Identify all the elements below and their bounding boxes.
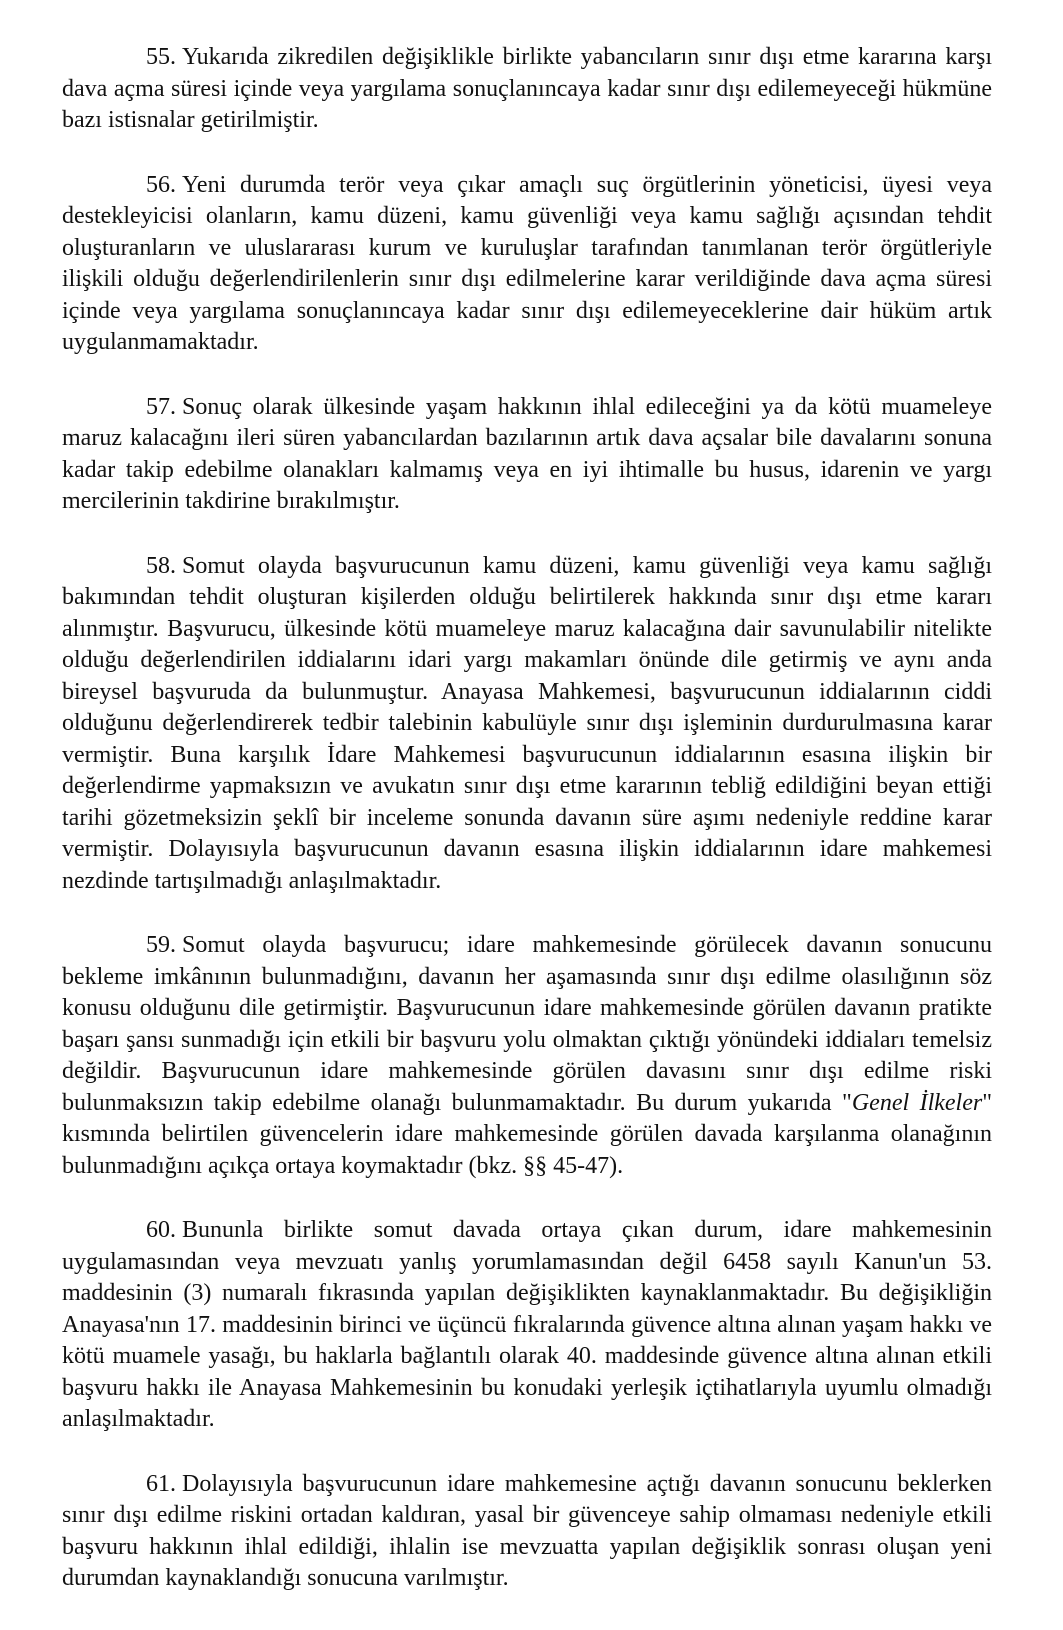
paragraph-text-continued: " kısmında belirtilen güvencelerin idare mahkemesinde görülen davada karşılanma olanağının bulunmadığını açıkça ortaya koymaktadır (bkz. §§ 45-47). [62, 1089, 992, 1179]
paragraph-58 [62, 551, 992, 898]
paragraph-number: 59. [146, 932, 176, 958]
paragraph-text: Somut olayda başvurucu; idare mahkemesinde görülecek davanın sonucunu bekleme imkânının bulunmadığını, davanın her aşamasında sınır dışı edilme olasılığının söz konusu olduğunu dile getirmiştir. Başvurucunun idare mahkemesinde görülen davanın pratikte başarı şansı sunmadığı için etkili bir başvuru yolu olmaktan çıktığı yönündeki iddiaları temelsiz değildir. Başvurucunun idare mahkemesinde görülen davasını sınır dışı edilme riski bulunmaksızın takip edebilme olanağı bulunmamaktadır. Bu durum yukarıda " [62, 932, 992, 1116]
italic-term: Genel İlkeler [851, 1089, 983, 1116]
paragraph-59 [62, 930, 992, 1182]
paragraph-number: 58. [146, 552, 176, 579]
paragraph-number: 60. [146, 1217, 176, 1243]
paragraph-text: Somut olayda başvurucunun kamu düzeni, kamu güvenliği veya kamu sağlığı bakımından tehdit oluşturan kişilerden olduğu belirtilerek hakkında sınır dışı etme kararı alınmıştır. Başvurucu, ülkesinde kötü muameleye maruz kalacağına dair savunulabilir nitelikte olduğu değerlendirilen iddialarını idari yargı makamları önünde dile getirmiş ve aynı anda bireysel başvuruda da bulunmuştur. Anayasa Mahkemesi, başvurucunun iddialarının ciddi olduğunu değerlendirerek tedbir talebinin kabulüyle sınır dışı işleminin durdurulmasına karar vermiştir. Buna karşılık İdare Mahkemesi başvurucunun iddialarının esasına ilişkin bir değerlendirme yapmaksızın ve avukatın sınır dışı etme kararının tebliğ edildiğini beyan ettiği tarihi gözetmeksizin şeklî bir inceleme sonunda davanın süre aşımı nedeniyle reddine karar vermiştir. Dolayısıyla başvurucunun davanın esasına ilişkin iddialarının idare mahkemesi nezdinde tartışılmadığı anlaşılmaktadır. [62, 552, 992, 894]
paragraph-number: 57. [146, 393, 176, 420]
paragraph-number: 56. [146, 171, 176, 198]
paragraph-number: 55. [146, 44, 176, 70]
paragraph-57 [62, 392, 992, 518]
paragraph-number: 61. [146, 1470, 176, 1497]
paragraph-text: Bununla birlikte somut davada ortaya çıkan durum, idare mahkemesinin uygulamasından veya mevzuatı yanlış yorumlamasından değil 6458 sayılı Kanun'un 53. maddesinin (3) numaralı fıkrasında yapılan değişiklikten kaynaklanmaktadır. Bu değişikliğin Anayasa'nın 17. maddesinin birinci ve üçüncü fıkralarında güvence altına alınan yaşam hakkı ve kötü muamele yasağı, bu haklarla bağlantılı olarak 40. maddesinde güvence altına alınan etkili başvuru hakkı ile Anayasa Mahkemesinin bu konudaki yerleşik içtihatlarıyla uyumlu olmadığı anlaşılmaktadır. [62, 1217, 992, 1432]
paragraph-text: Yukarıda zikredilen değişiklikle birlikte yabancıların sınır dışı etme kararına karşı dava açma süresi içinde veya yargılama sonuçlanıncaya kadar sınır dışı edilemeyeceği hükmüne bazı istisnalar getirilmiştir. [62, 44, 992, 133]
paragraph-55 [62, 42, 992, 137]
document-page [62, 42, 992, 1628]
paragraph-text: Sonuç olarak ülkesinde yaşam hakkının ihlal edileceğini ya da kötü muameleye maruz kalacağını ileri süren yabancılardan bazılarının artık dava açsalar bile davalarını sonuna kadar takip edebilme olanakları kalmamış veya en iyi ihtimalle bu husus, idarenin ve yargı mercilerinin takdirine bırakılmıştır. [62, 393, 992, 514]
paragraph-61 [62, 1469, 992, 1595]
paragraph-56 [62, 170, 992, 359]
paragraph-text: Yeni durumda terör veya çıkar amaçlı suç örgütlerinin yöneticisi, üyesi veya destekleyicisi olanların, kamu düzeni, kamu güvenliği veya kamu sağlığı açısından tehdit oluşturanların ve uluslararası kurum ve kuruluşlar tarafından tanımlanan terör örgütleriyle ilişkili olduğu değerlendirilenlerin sınır dışı edilmelerine karar verildiğinde dava açma süresi içinde veya yargılama sonuçlanıncaya kadar sınır dışı edilemeyeceklerine dair hüküm artık uygulanmamaktadır. [62, 171, 992, 355]
paragraph-text: Dolayısıyla başvurucunun idare mahkemesine açtığı davanın sonucunu beklerken sınır dışı edilme riskini ortadan kaldıran, yasal bir güvenceye sahip olmaması nedeniyle etkili başvuru hakkının ihlal edildiği, ihlalin ise mevzuatta yapılan değişiklik sonrası oluşan yeni durumdan kaynaklandığı sonucuna varılmıştır. [62, 1470, 992, 1591]
paragraph-60 [62, 1215, 992, 1436]
